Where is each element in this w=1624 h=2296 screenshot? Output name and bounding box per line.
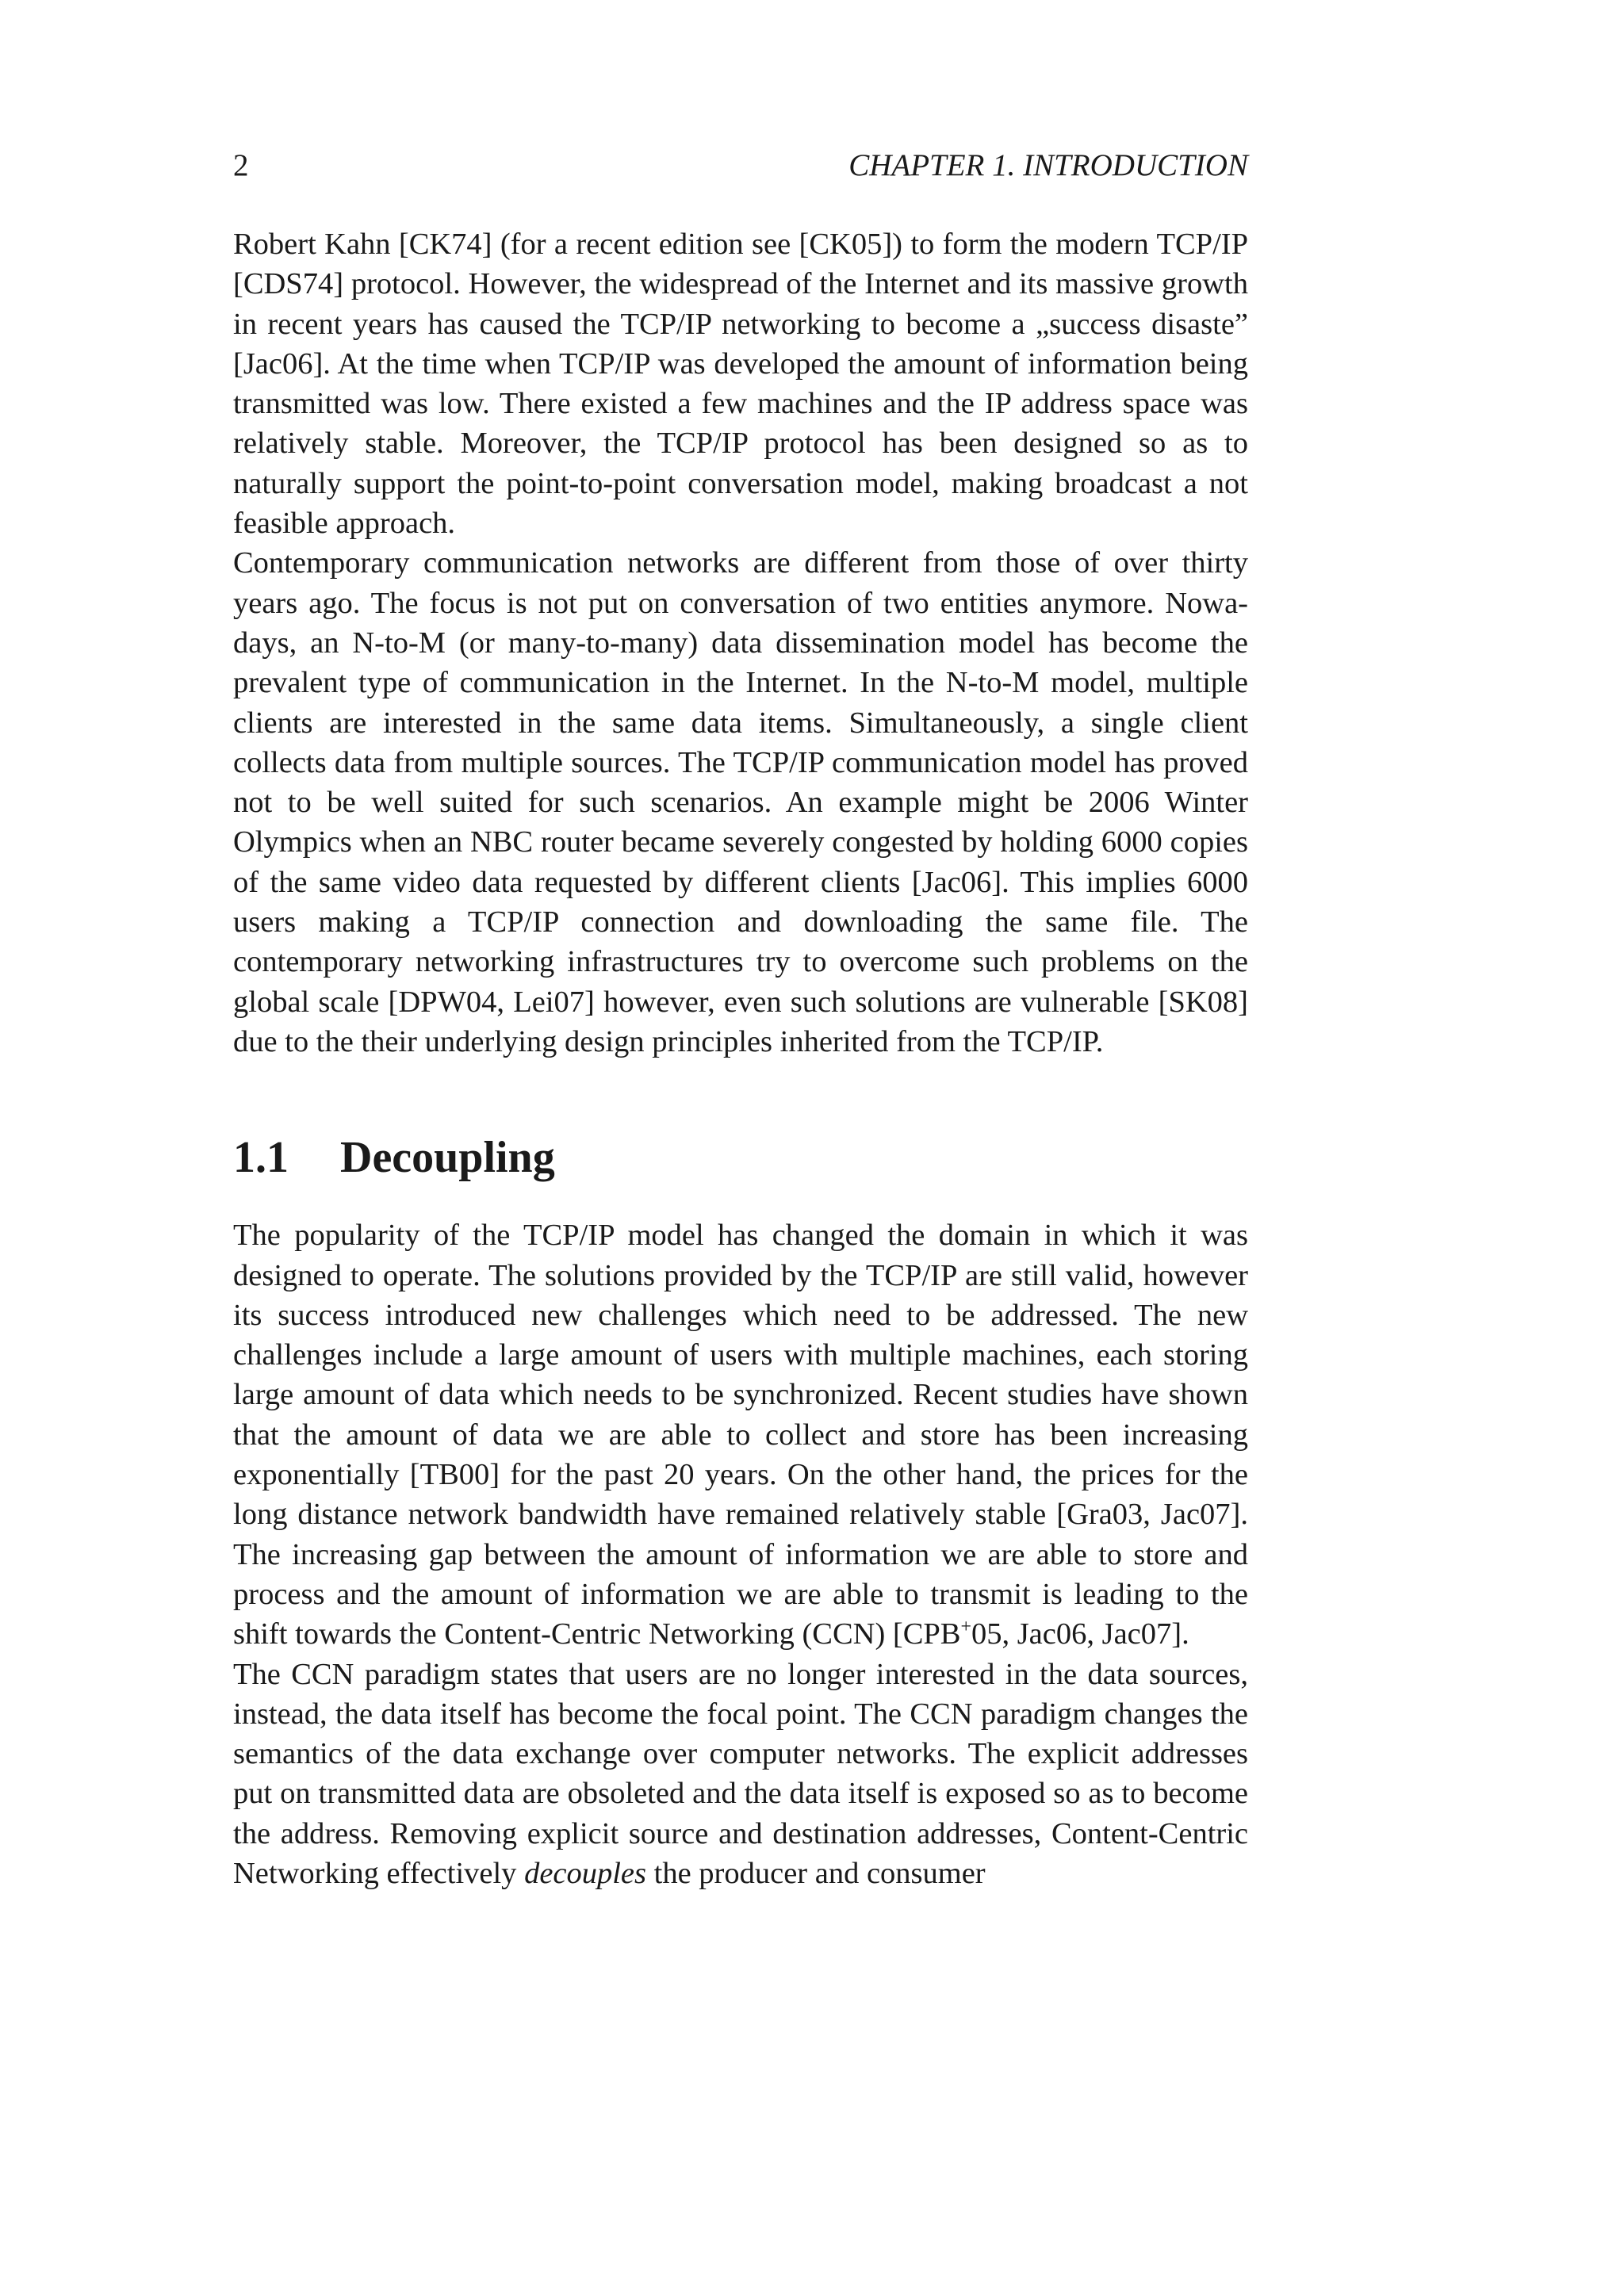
- paragraph: [233, 1215, 1248, 1654]
- text-run: 05, Jac06, Jac07].: [971, 1617, 1189, 1651]
- text-run: The CCN paradigm states that users are no longer interested in the data sources, instead, the data itself has become the focal point. The CCN paradigm changes the semantics of the data exchange over computer networks. The explicit addresses put on transmitted data are obsoleted and the data itself is exposed so as to become the address. Removing explicit source and destination addresses, Content-Centric Networking effectively: [233, 1657, 1248, 1890]
- section-number: 1.1: [233, 1133, 289, 1183]
- chapter-title: CHAPTER 1. INTRODUCTION: [848, 148, 1248, 182]
- section-title: Decoupling: [340, 1133, 555, 1183]
- section-text: [233, 1215, 1248, 1893]
- paragraph: [233, 1655, 1248, 1894]
- text-run: The popularity of the TCP/IP model has changed the domain in which it was designed to operate. The solutions provided by the TCP/IP are still valid, however its success introduced new challenges which need to be addressed. The new challenges include a large amount of users with multiple machines, each storing large amount of data which needs to be synchronized. Recent studies have shown that the amount of data we are able to collect and store has been increasing exponentially [TB00] for the past 20 years. On the other hand, the prices for the long distance network bandwidth have remained relatively stable [Gra03, Jac07]. The increasing gap between the amount of information we are able to store and process and the amount of information we are able to transmit is leading to the shift towards the Content-Centric Networking (CCN) [CPB: [233, 1219, 1248, 1651]
- superscript: +: [960, 1617, 971, 1638]
- section-heading: [233, 1131, 1248, 1184]
- emphasis: decouples: [524, 1856, 647, 1890]
- page: [233, 147, 1248, 1893]
- running-header: [233, 147, 1248, 185]
- page-number: 2: [233, 148, 249, 182]
- intro-text: [233, 224, 1248, 1062]
- paragraph: Robert Kahn [CK74] (for a recent edition see [CK05]) to form the modern TCP/IP [CDS74] protocol. However, the widespread of the Internet and its massive growth in recent years has caused the TCP/IP networking to become a „success disaste” [Jac06]. At the time when TCP/IP was developed the amount of information being transmitted was low. There existed a few machines and the IP address space was relatively stable. Moreover, the TCP/IP protocol has been designed so as to naturally support the point-to-point conversation model, making broadcast a not feasible approach.: [233, 228, 1248, 541]
- paragraph: Contemporary communication networks are different from those of over thirty years ago. The focus is not put on conversation of two entities anymore. Nowadays, an N-to-M (or many-to-many) data dissemination model has become the prevalent type of communication in the Internet. In the N-to-M model, multiple clients are interested in the same data items. Simultaneously, a single client collects data from multiple sources. The TCP/IP communication model has proved not to be well suited for such scenarios. An example might be 2006 Winter Olympics when an NBC router became severely congested by holding 6000 copies of the same video data requested by different clients [Jac06]. This implies 6000 users making a TCP/IP connection and downloading the same file. The contemporary networking infrastructures try to overcome such problems on the global scale [DPW04, Lei07] however, even such solutions are vulnerable [SK08] due to the their underlying design principles inherited from the TCP/IP.: [233, 546, 1248, 1058]
- text-run: the producer and consumer: [646, 1856, 986, 1890]
